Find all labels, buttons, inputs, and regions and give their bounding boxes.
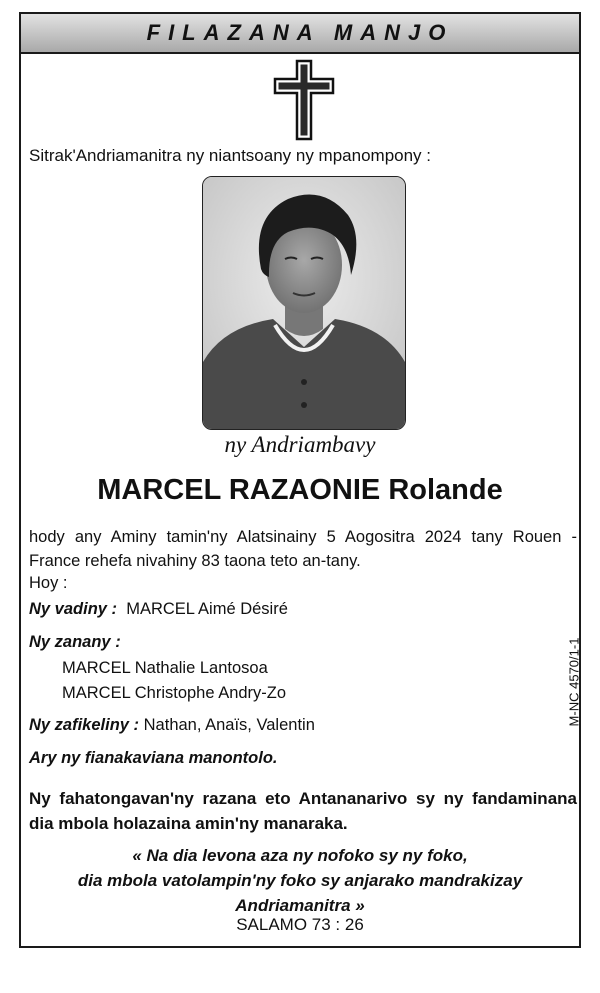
child-item: MARCEL Christophe Andry-Zo [62,684,287,702]
cross-icon [273,59,335,141]
intro-text: Sitrak'Andriamanitra ny niantsoany ny mpanompony : [29,146,432,165]
family-line: Ary ny fianakaviana manontolo. [29,749,278,767]
scripture-quote [21,843,579,918]
honorific: ny Andriambavy [224,432,376,457]
header-title: FILAZANA MANJO [146,20,454,45]
husband-label: Ny vadiny : [29,600,118,618]
quote-line: Andriamanitra » [235,896,365,915]
quote-line: « Na dia levona aza ny nofoko sy ny foko, [132,846,468,865]
header-banner [21,14,579,54]
child-item: MARCEL Nathalie Lantosoa [62,659,268,677]
deceased-name: MARCEL RAZAONIE Rolande [97,474,503,506]
grandchildren-row [29,716,315,735]
burial-notice: Ny fahatongavan'ny razana eto Antananarivo sy ny fandaminana dia mbola holazaina amin'ny manaraka. [29,789,577,833]
death-notice: hody any Aminy tamin'ny Alatsinainy 5 Aogositra 2024 tany Rouen - France rehefa nivahiny 83 taona teto an-tany. [29,528,577,570]
husband-row [29,600,288,619]
grandchildren-label: Ny zafikeliny : [29,716,140,734]
grandchildren-value: Nathan, Anaïs, Valentin [143,716,315,734]
reference-code: M-NC 4570/1-1 [566,637,582,727]
scripture-reference: SALAMO 73 : 26 [236,915,364,934]
portrait-photo [202,176,406,430]
survivors-label: Hoy : [29,574,68,592]
husband-value: MARCEL Aimé Désiré [126,600,288,618]
obituary-frame [19,12,581,948]
children-label: Ny zanany : [29,633,121,651]
quote-line: dia mbola vatolampin'ny foko sy anjarako mandrakizay [77,871,523,890]
